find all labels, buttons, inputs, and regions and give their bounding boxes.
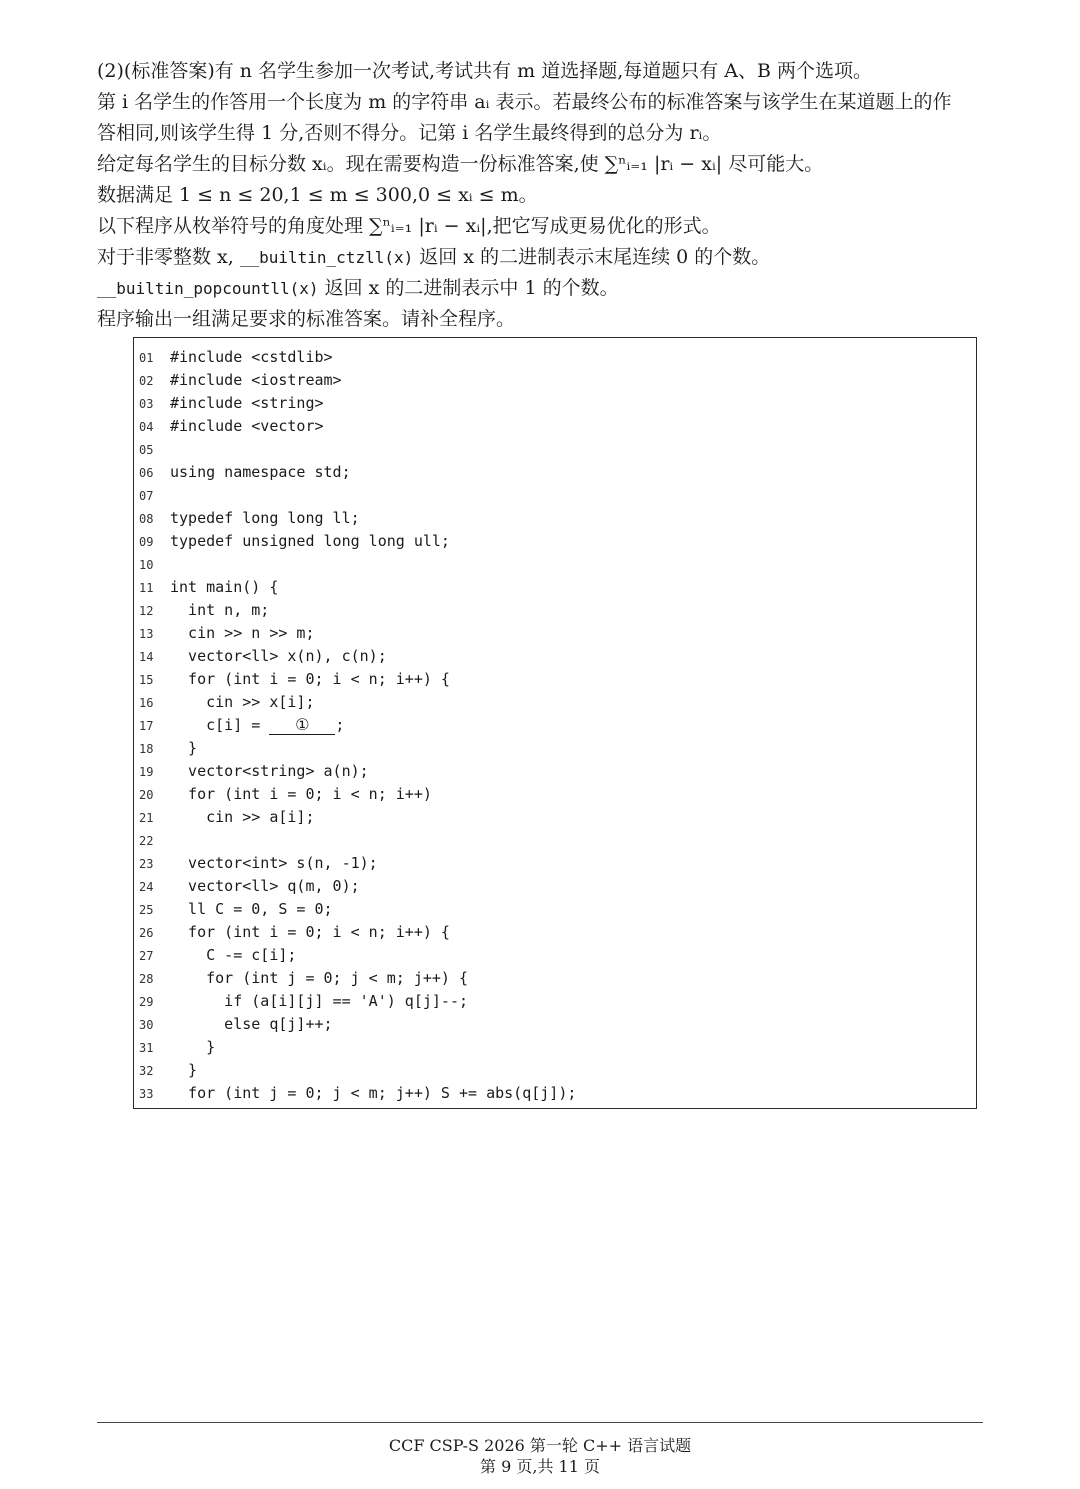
line-number: 16 (139, 696, 154, 710)
code-line (134, 369, 576, 392)
code-text: ll C = 0, S = 0; (170, 900, 333, 918)
problem-text: 返回 x 的二进制表示中 1 的个数。 (324, 277, 619, 299)
problem-line (97, 273, 987, 304)
code-text-after-blank: ; (335, 716, 345, 734)
line-number: 13 (139, 627, 154, 641)
line-number: 20 (139, 788, 154, 802)
line-number: 06 (139, 466, 154, 480)
page-footer (97, 1422, 983, 1477)
code-line (134, 944, 576, 967)
code-line (134, 645, 576, 668)
fill-in-blank[interactable]: ① (269, 716, 335, 735)
code-text: vector<ll> q(m, 0); (170, 877, 360, 895)
code-line (134, 461, 576, 484)
line-number: 17 (139, 719, 154, 733)
line-number: 07 (139, 489, 154, 503)
line-number: 27 (139, 949, 154, 963)
line-number: 15 (139, 673, 154, 687)
code-text: cin >> a[i]; (170, 808, 315, 826)
line-number: 09 (139, 535, 154, 549)
line-number: 31 (139, 1041, 154, 1055)
problem-statement (97, 56, 987, 335)
code-line (134, 875, 576, 898)
code-line (134, 737, 576, 760)
code-line (134, 990, 576, 1013)
line-number: 32 (139, 1064, 154, 1078)
code-line (134, 1036, 576, 1059)
problem-line: (2)(标准答案)有 n 名学生参加一次考试,考试共有 m 道选择题,每道题只有 A、B 两个选项。 (97, 60, 872, 82)
problem-line: 数据满足 1 ≤ n ≤ 20,1 ≤ m ≤ 300,0 ≤ xᵢ ≤ m。 (97, 184, 538, 206)
line-number: 10 (139, 558, 154, 572)
line-number: 26 (139, 926, 154, 940)
problem-text: 对于非零整数 x, (97, 246, 234, 268)
problem-line (97, 242, 987, 273)
code-text: vector<int> s(n, -1); (170, 854, 378, 872)
code-text: } (170, 1038, 216, 1056)
line-number: 21 (139, 811, 154, 825)
code-line (134, 852, 576, 875)
code-text: #include <iostream> (170, 371, 342, 389)
code-text: for (int i = 0; i < n; i++) { (170, 670, 450, 688)
code-line (134, 507, 576, 530)
inline-code: __builtin_popcountll(x) (97, 279, 319, 298)
line-number: 05 (139, 443, 154, 457)
line-number: 01 (139, 351, 154, 365)
code-line (134, 1013, 576, 1036)
problem-line: 答相同,则该学生得 1 分,否则不得分。记第 i 名学生最终得到的总分为 rᵢ。 (97, 122, 722, 144)
code-text: for (int j = 0; j < m; j++) { (170, 969, 469, 987)
page-number: 第 9 页,共 11 页 (480, 1457, 600, 1476)
code-line (134, 576, 576, 599)
line-number: 23 (139, 857, 154, 871)
code-line (134, 668, 576, 691)
code-text: cin >> n >> m; (170, 624, 315, 642)
code-text: c[i] = (170, 716, 270, 734)
problem-line: 给定每名学生的目标分数 xᵢ。现在需要构造一份标准答案,使 ∑ⁿᵢ₌₁ |rᵢ − xᵢ| 尽可能大。 (97, 153, 824, 175)
code-text: typedef unsigned long long ull; (170, 532, 450, 550)
code-line (134, 415, 576, 438)
code-line (134, 346, 576, 369)
code-line (134, 760, 576, 783)
code-text: vector<string> a(n); (170, 762, 369, 780)
code-line (134, 553, 576, 576)
line-number: 22 (139, 834, 154, 848)
code-line (134, 829, 576, 852)
code-text: int n, m; (170, 601, 270, 619)
problem-line: 程序输出一组满足要求的标准答案。请补全程序。 (97, 308, 516, 330)
line-number: 08 (139, 512, 154, 526)
code-text: vector<ll> x(n), c(n); (170, 647, 387, 665)
problem-line: 第 i 名学生的作答用一个长度为 m 的字符串 aᵢ 表示。若最终公布的标准答案与该学生在某道题上的作 (97, 91, 952, 113)
line-number: 12 (139, 604, 154, 618)
line-number: 11 (139, 581, 154, 595)
code-text: if (a[i][j] == 'A') q[j]--; (170, 992, 469, 1010)
code-text: cin >> x[i]; (170, 693, 315, 711)
line-number: 28 (139, 972, 154, 986)
code-line (134, 1059, 576, 1082)
code-text: for (int i = 0; i < n; i++) { (170, 923, 450, 941)
code-line (134, 599, 576, 622)
code-line (134, 898, 576, 921)
line-number: 19 (139, 765, 154, 779)
code-line (134, 1082, 576, 1105)
code-text: int main() { (170, 578, 279, 596)
line-number: 03 (139, 397, 154, 411)
footer-title: CCF CSP-S 2026 第一轮 C++ 语言试题 (388, 1436, 692, 1455)
code-text: typedef long long ll; (170, 509, 360, 527)
line-number: 14 (139, 650, 154, 664)
code-text: C -= c[i]; (170, 946, 297, 964)
line-number: 04 (139, 420, 154, 434)
code-text: using namespace std; (170, 463, 351, 481)
code-text: #include <string> (170, 394, 324, 412)
code-line (134, 622, 576, 645)
code-text: for (int j = 0; j < m; j++) S += abs(q[j]); (170, 1084, 577, 1102)
code-line (134, 783, 576, 806)
inline-code: __builtin_ctzll(x) (239, 248, 414, 267)
code-line (134, 967, 576, 990)
line-number: 25 (139, 903, 154, 917)
line-number: 29 (139, 995, 154, 1009)
line-number: 24 (139, 880, 154, 894)
code-line (134, 392, 576, 415)
code-text: #include <cstdlib> (170, 348, 333, 366)
code-lines (134, 346, 576, 1105)
line-number: 02 (139, 374, 154, 388)
code-line (134, 530, 576, 553)
code-line (134, 691, 576, 714)
code-text: } (170, 739, 198, 757)
code-line (134, 484, 576, 507)
line-number: 30 (139, 1018, 154, 1032)
problem-line: 以下程序从枚举符号的角度处理 ∑ⁿᵢ₌₁ |rᵢ − xᵢ|,把它写成更易优化的形式。 (97, 215, 721, 237)
code-text: #include <vector> (170, 417, 324, 435)
code-line (134, 438, 576, 461)
code-listing (133, 337, 977, 1109)
code-line (134, 921, 576, 944)
problem-text: 返回 x 的二进制表示末尾连续 0 的个数。 (419, 246, 771, 268)
line-number: 18 (139, 742, 154, 756)
code-text: else q[j]++; (170, 1015, 333, 1033)
code-line (134, 714, 576, 737)
code-text: } (170, 1061, 198, 1079)
code-text: for (int i = 0; i < n; i++) (170, 785, 432, 803)
code-line (134, 806, 576, 829)
line-number: 33 (139, 1087, 154, 1101)
